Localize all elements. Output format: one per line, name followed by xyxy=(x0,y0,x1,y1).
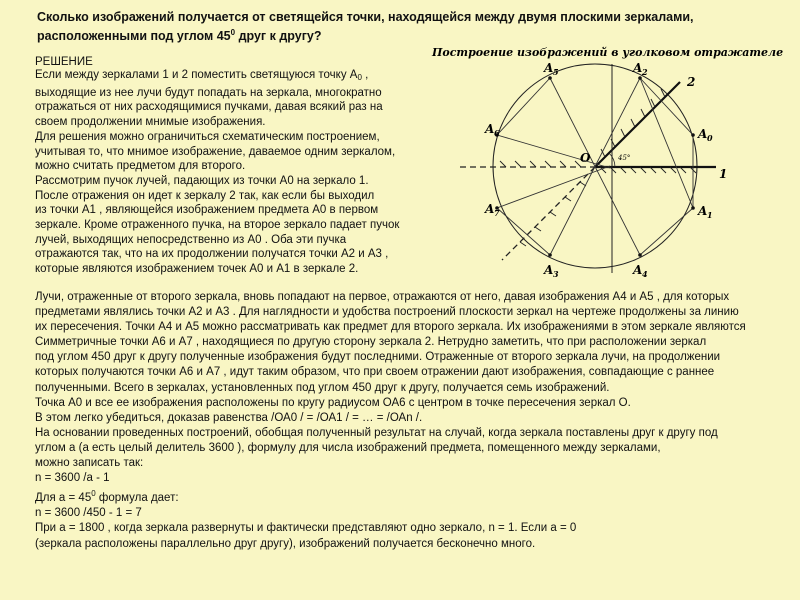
formula-line: n = 3600 /450 - 1 = 7 xyxy=(35,507,142,520)
text-line: Если между зеркалами 1 и 2 поместить светящуюся точку $А_0$ , xyxy=(35,69,369,82)
text-line: зеркале. Кроме отраженного пучка, на второе зеркало падает пучок xyxy=(35,219,400,232)
title-line-1: Сколько изображений получается от светящейся точки, находящейся между двумя плоскими зеркалами, xyxy=(37,10,694,24)
text-line: предметами являлись точки А2 и А3 . Для наглядности и удобства построений плоскости зеркал на чертеже продолжены за линию xyxy=(35,306,739,319)
text-line: своем продолжении мнимые изображения. xyxy=(35,116,266,129)
text-line: Точка А0 и все ее изображения расположены по кругу радиусом ОА6 с центром в точке пересечения зеркал О. xyxy=(35,396,631,409)
degree-superscript: 0 xyxy=(230,28,236,37)
text-line: полученными. Всего в зеркалах, установленных под углом 450 друг к другу, получается семь изображений. xyxy=(35,381,610,394)
label-a0-sub: 0 xyxy=(707,133,713,143)
solution-text-wide xyxy=(35,290,800,552)
text-line: которых получаются точки А6 и А7 , идут таким образом, что при своем отражении дают изображения, совпадающие с раннее xyxy=(35,366,715,379)
label-o: O xyxy=(580,151,591,165)
label-a3: A xyxy=(544,263,554,277)
label-mirror-1: 1 xyxy=(719,167,728,181)
text-line: углом а (а есть целый делитель 3600 ), формулу для числа изображений предмета, помещенного между зеркалами, xyxy=(35,441,661,454)
text-line: (зеркала расположены параллельно друг другу), изображений получается бесконечно много. xyxy=(35,537,536,550)
text-line: Лучи, отраженные от второго зеркала, вновь попадают на первое, отражаются от него, давая изображения А4 и А5 , для которых xyxy=(35,291,730,303)
label-a5-sub: 5 xyxy=(553,67,559,77)
text-line: В этом легко убедиться, доказав равенства /ОА0 / = /ОА1 / = … = /ОАn /. xyxy=(35,411,423,424)
text-line: можно записать так: xyxy=(35,457,144,470)
section-heading: РЕШЕНИЕ xyxy=(35,56,93,68)
text-line: из точки А1 , являющейся изображением предмета А0 в первом xyxy=(35,204,379,217)
diagram-title: Построение изображений в уголковом отражателе xyxy=(432,46,784,59)
text-line: отражаться от них расходящимися пучками, давая всякий раз на xyxy=(35,101,383,114)
degree-superscript: 0 xyxy=(91,489,96,499)
label-a5: A xyxy=(544,61,554,75)
text-line: На основании проведенных построений, обобщая полученный результат на случай, когда зеркала поставлены друг к другу под xyxy=(35,426,718,439)
text-line: Для решения можно ограничиться схематическим построением, xyxy=(35,130,380,143)
text-line: можно считать предметом для второго. xyxy=(35,160,246,173)
label-a0: A xyxy=(698,127,708,141)
subscript-zero: 0 xyxy=(357,73,362,82)
corner-reflector-diagram xyxy=(432,38,784,290)
label-angle: 45° xyxy=(618,154,631,162)
text-line: лучей, выходящих непосредственно из А0 . Оба эти пучка xyxy=(35,233,347,246)
title-line-2-post: друг к другу? xyxy=(235,29,322,44)
label-a1-sub: 1 xyxy=(707,210,713,220)
label-mirror-2: 2 xyxy=(687,75,696,89)
text-line: Симметричные точки А6 и А7 , находящиеся по другую сторону зеркала 2. Нетрудно заметить, что при расположении зеркал xyxy=(35,336,707,349)
text-line: под углом 450 друг к другу полученные изображения будут последними. Отраженные от второго зеркала лучи, на продолжении xyxy=(35,351,721,364)
text-line: После отражения он идет к зеркалу 2 так, как если бы выходил xyxy=(35,189,375,202)
mirror-2 xyxy=(595,82,680,167)
label-a4-sub: 4 xyxy=(642,269,648,279)
label-a7-sub: 7 xyxy=(494,208,500,218)
title-line-2-pre: расположенными под углом 45 xyxy=(37,29,231,44)
text-line: учитывая то, что мнимое изображение, даваемое одним зеркалом, xyxy=(35,145,396,158)
text-line: их пересечения. Точки А4 и А5 можно рассматривать как предмет для второго зеркала. Их изображениями в этом зеркале являются xyxy=(35,321,746,334)
text-line: При а = 1800 , когда зеркала развернуты и фактически представляют одно зеркало, n = 1. Если а = 0 xyxy=(35,522,577,535)
label-a6-sub: 6 xyxy=(494,128,500,138)
text-line: Рассмотрим пучок лучей, падающих из точки А0 на зеркало 1. xyxy=(35,174,369,187)
label-a4: A xyxy=(633,263,643,277)
text-line: Для $а = 45^0$ формула дает: xyxy=(35,489,179,505)
solution-text-narrow xyxy=(35,68,450,277)
text-line: отражаются так, что на их продолжении получатся точки А2 и А3 , xyxy=(35,248,389,261)
label-a2: A xyxy=(633,61,643,75)
label-a2-sub: 2 xyxy=(642,67,648,77)
label-a7: A xyxy=(485,202,495,216)
label-a6: A xyxy=(485,122,495,136)
text-line: которые являются изображением точек А0 и А1 в зеркале 2. xyxy=(35,263,359,276)
text-line: выходящие из нее лучи будут попадать на зеркала, многократно xyxy=(35,86,382,99)
label-a1: A xyxy=(698,204,708,218)
mirror-2-extension xyxy=(502,167,595,260)
formula-line: n = 3600 /а - 1 xyxy=(35,472,110,485)
label-a3-sub: 3 xyxy=(553,269,559,279)
